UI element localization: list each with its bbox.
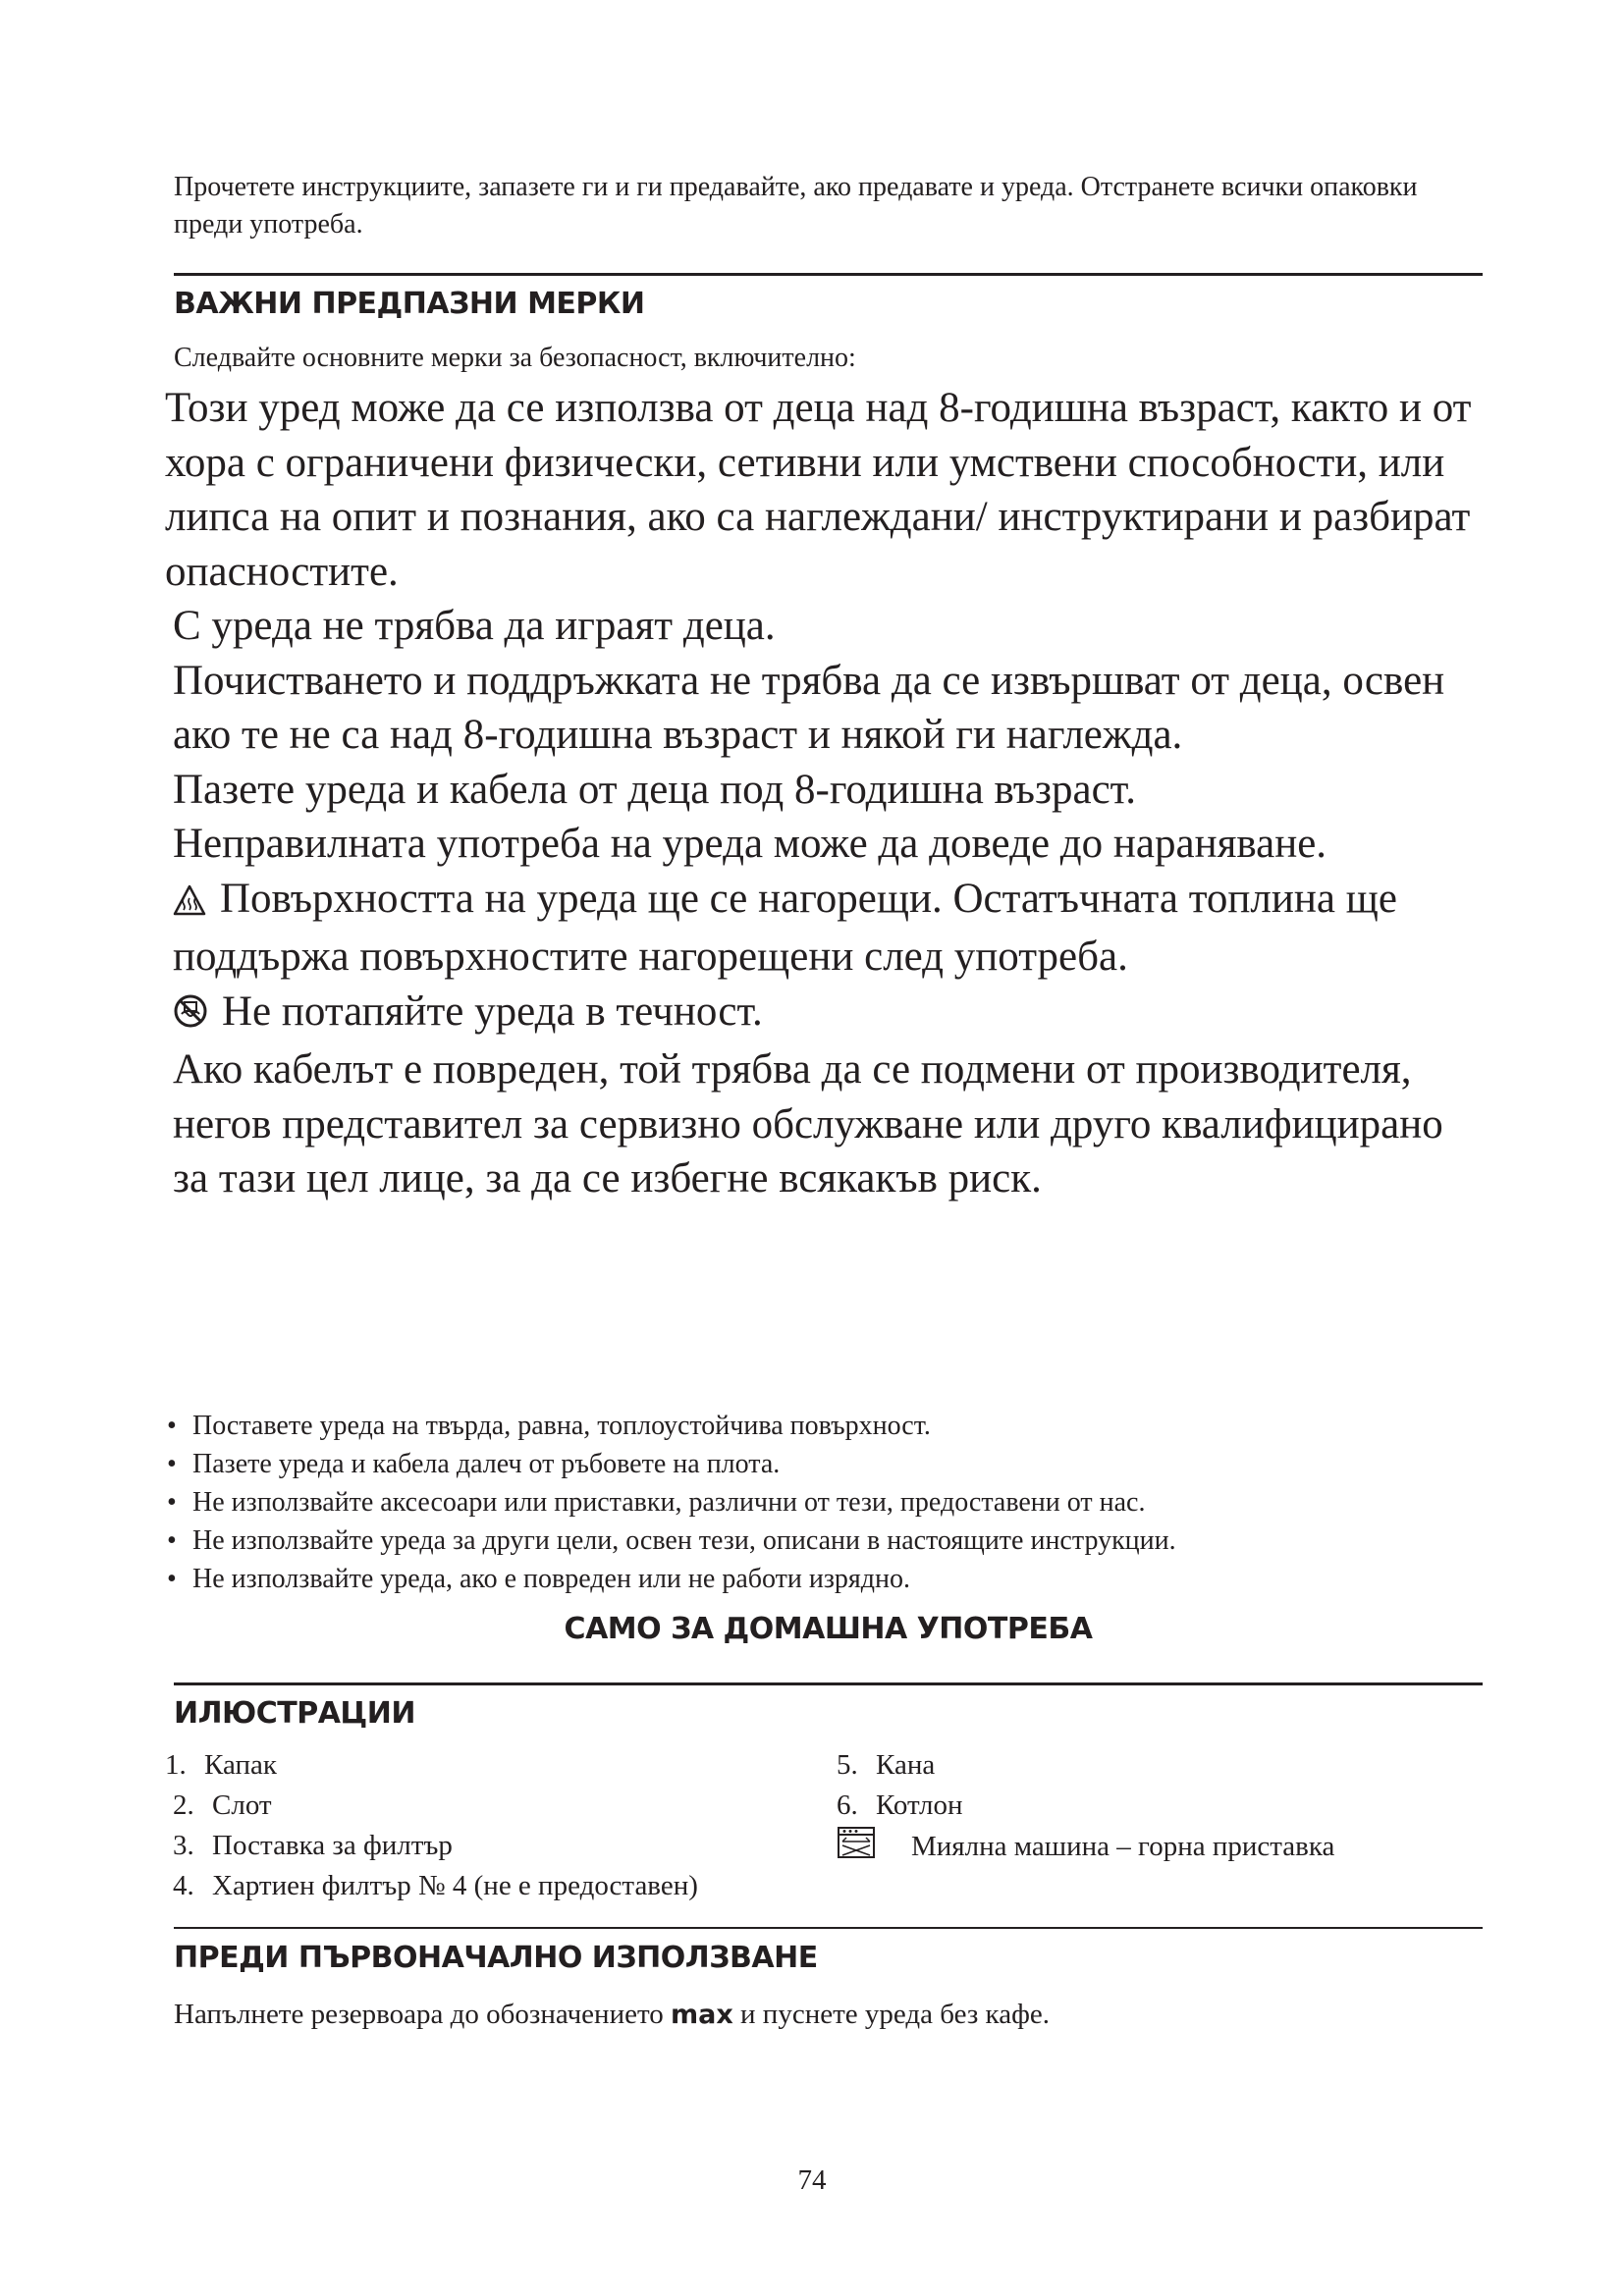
hot-surface-text: Повърхността на уреда ще се нагорещи. Остатъчната топлина ще поддържа повърхностите нагорещени след употреба. bbox=[173, 875, 1397, 980]
before-first-use-heading: ПРЕДИ ПЪРВОНАЧАЛНО ИЗПОЛЗВАНЕ bbox=[174, 1941, 818, 1975]
parts-list-right bbox=[837, 1745, 1334, 1871]
safety-bullet-list bbox=[165, 1407, 1481, 1598]
do-not-immerse-icon bbox=[173, 988, 208, 1043]
list-item bbox=[837, 1826, 1334, 1871]
warning-damaged-cable: Ако кабелът е повреден, той трябва да се подмени от производителя, негов представител за сервизно обслужване или друго квалифицирано за тази цел лице, за да се избегне всякакъв риск. bbox=[173, 1046, 1443, 1201]
section-divider bbox=[174, 1682, 1483, 1685]
warning-children-age: Този уред може да се използва от деца над 8-годишна възраст, както и от хора с ограничени физически, сетивни или умствени способности, или липса на опит и познания, ако са наглеждани/ инструктирани и разбират опасностите. bbox=[165, 385, 1472, 595]
warning-misuse: Неправилната употреба на уреда може да доведе до нараняване. bbox=[173, 821, 1327, 867]
list-item: 4. Хартиен филтър № 4 (не е предоставен) bbox=[173, 1870, 698, 1901]
list-item: • Пазете уреда и кабела далеч от ръбовете на плота. bbox=[165, 1445, 1481, 1483]
parts-list-left bbox=[165, 1745, 698, 1906]
illustrations-heading: ИЛЮСТРАЦИИ bbox=[174, 1696, 415, 1731]
safety-heading: ВАЖНИ ПРЕДПАЗНИ МЕРКИ bbox=[174, 287, 645, 321]
page-number: 74 bbox=[797, 2164, 827, 2196]
warning-hot-surface bbox=[165, 872, 1481, 985]
list-item: • Не използвайте уреда, ако е повреден или не работи изрядно. bbox=[165, 1560, 1481, 1598]
household-only-title: САМО ЗА ДОМАШНА УПОТРЕБА bbox=[564, 1612, 1093, 1646]
warning-no-play: С уреда не трябва да играят деца. bbox=[173, 603, 776, 649]
warning-no-immerse bbox=[165, 985, 1481, 1043]
list-item: 5. Кана bbox=[837, 1749, 936, 1781]
dishwasher-top-rack-icon bbox=[837, 1826, 911, 1871]
no-immerse-text: Не потапяйте уреда в течност. bbox=[222, 988, 763, 1035]
section-divider bbox=[174, 273, 1483, 276]
dishwasher-note: Миялна машина – горна приставка bbox=[911, 1831, 1335, 1862]
max-mark-label: max bbox=[671, 2000, 733, 2030]
list-item: • Поставете уреда на твърда, равна, топлоустойчива повърхност. bbox=[165, 1407, 1481, 1445]
warning-cleaning: Почистването и поддръжката не трябва да се извършват от деца, освен ако те не са над 8-годишна възраст и някой ги наглежда. bbox=[173, 657, 1445, 758]
list-item: • Не използвайте аксесоари или приставки, различни от тези, предоставени от нас. bbox=[165, 1483, 1481, 1522]
warning-keep-away: Пазете уреда и кабела от деца под 8-годишна възраст. bbox=[173, 766, 1136, 813]
hot-surface-warning-icon bbox=[173, 876, 206, 931]
list-item: • Не използвайте уреда за други цели, освен тези, описани в настоящите инструкции. bbox=[165, 1522, 1481, 1560]
intro-text: Прочетете инструкциите, запазете ги и ги предавайте, ако предавате и уреда. Отстранете всички опаковки преди употреба. bbox=[174, 172, 1418, 240]
safety-subtitle: Следвайте основните мерки за безопасност, включително: bbox=[174, 343, 856, 373]
list-item: 6. Котлон bbox=[837, 1789, 963, 1821]
section-divider bbox=[174, 1927, 1483, 1929]
list-item: 1. Капак bbox=[165, 1749, 277, 1781]
list-item: 3. Поставка за филтър bbox=[173, 1830, 453, 1861]
list-item: 2. Слот bbox=[173, 1789, 272, 1821]
safety-warnings bbox=[165, 381, 1481, 1206]
before-first-use-text: Напълнете резервоара до обозначението max и пуснете уреда без кафе. bbox=[174, 1999, 1050, 2030]
